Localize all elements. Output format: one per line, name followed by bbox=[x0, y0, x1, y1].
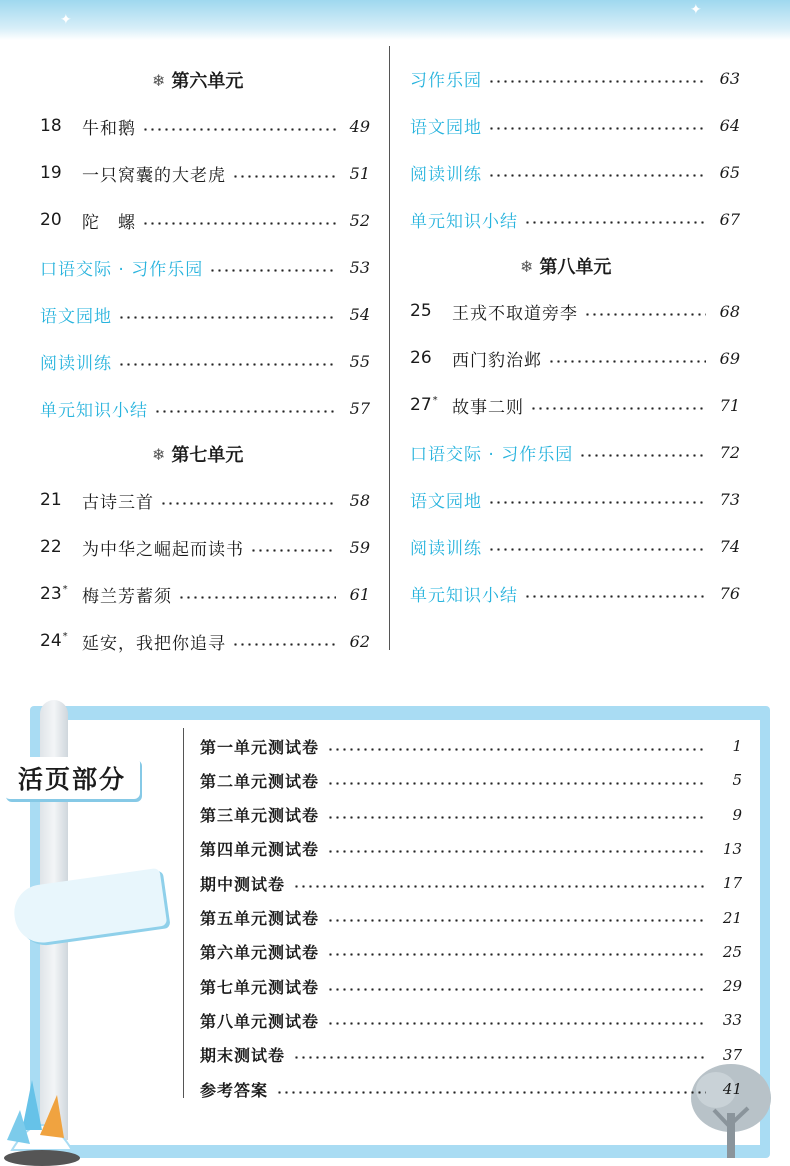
entry-title: 一只窝囊的大老虎 bbox=[82, 165, 226, 186]
page-number: 29 bbox=[722, 977, 742, 996]
toc-extra-entry[interactable] bbox=[40, 394, 370, 422]
dot-leader bbox=[327, 1022, 706, 1025]
dot-leader bbox=[142, 128, 336, 131]
snowflake-ornament-icon: ❄ bbox=[152, 444, 166, 464]
dot-leader bbox=[209, 269, 336, 272]
toc-extra-entry[interactable] bbox=[410, 111, 740, 139]
test-title: 第四单元测试卷 bbox=[200, 840, 320, 860]
dot-leader bbox=[118, 316, 336, 319]
optional-star: * bbox=[62, 631, 68, 642]
entry-title: 陀 螺 bbox=[82, 212, 136, 233]
snowy-bush-icon bbox=[2, 1040, 82, 1166]
test-paper-entry[interactable] bbox=[200, 869, 742, 897]
toc-lesson-entry[interactable] bbox=[40, 627, 370, 655]
toc-lesson-entry[interactable] bbox=[40, 580, 370, 608]
toc-lesson-entry[interactable] bbox=[410, 297, 740, 325]
test-paper-entry[interactable] bbox=[200, 938, 742, 966]
lesson-number: 23* bbox=[40, 584, 68, 604]
test-title: 期末测试卷 bbox=[200, 1046, 286, 1066]
toc-lesson-entry[interactable] bbox=[40, 112, 370, 140]
toc-lesson-entry[interactable] bbox=[410, 391, 740, 419]
dot-leader bbox=[160, 502, 336, 505]
entry-title: 阅读训练 bbox=[40, 353, 112, 374]
page-number: 71 bbox=[719, 395, 740, 415]
dot-leader bbox=[584, 313, 706, 316]
test-paper-entry[interactable] bbox=[200, 732, 742, 760]
entry-title: 习作乐园 bbox=[410, 70, 482, 91]
snowflake-ornament-icon: ❄ bbox=[520, 256, 534, 276]
top-decor-band bbox=[0, 0, 790, 40]
entry-title: 阅读训练 bbox=[410, 538, 482, 559]
toc-extra-entry[interactable] bbox=[410, 532, 740, 560]
dot-leader bbox=[178, 596, 336, 599]
dot-leader bbox=[524, 595, 706, 598]
dot-leader bbox=[293, 1056, 706, 1059]
test-title: 第一单元测试卷 bbox=[200, 737, 320, 757]
test-paper-entry[interactable] bbox=[200, 1006, 742, 1034]
toc-extra-entry[interactable] bbox=[410, 64, 740, 92]
page-number: 72 bbox=[719, 442, 740, 462]
page-number: 33 bbox=[722, 1011, 742, 1030]
page-number: 37 bbox=[722, 1045, 742, 1064]
page-number: 64 bbox=[719, 115, 740, 135]
test-title: 第八单元测试卷 bbox=[200, 1011, 320, 1031]
page-number: 76 bbox=[719, 583, 740, 603]
page-number: 55 bbox=[349, 351, 370, 371]
page-number: 68 bbox=[719, 301, 740, 321]
dot-leader bbox=[488, 127, 706, 130]
dot-leader bbox=[327, 919, 706, 922]
dot-leader bbox=[276, 1091, 706, 1094]
entry-title: 单元知识小结 bbox=[410, 585, 518, 606]
test-paper-entry[interactable] bbox=[200, 835, 742, 863]
dot-leader bbox=[250, 549, 336, 552]
toc-extra-entry[interactable] bbox=[410, 438, 740, 466]
panel-divider bbox=[183, 728, 184, 1098]
entry-title: 语文园地 bbox=[410, 117, 482, 138]
optional-star: * bbox=[62, 584, 68, 595]
entry-title: 延安，我把你追寻 bbox=[82, 633, 226, 654]
dot-leader bbox=[327, 953, 706, 956]
toc-lesson-entry[interactable] bbox=[40, 206, 370, 234]
toc-lesson-entry[interactable] bbox=[40, 159, 370, 187]
page-number: 9 bbox=[732, 805, 742, 824]
test-paper-entry[interactable] bbox=[200, 766, 742, 794]
lesson-number: 21 bbox=[40, 490, 62, 510]
toc-lesson-entry[interactable] bbox=[40, 533, 370, 561]
entry-title: 单元知识小结 bbox=[410, 211, 518, 232]
loose-leaf-heading: 活页部分 bbox=[17, 765, 126, 794]
entry-title: 梅兰芳蓄须 bbox=[82, 586, 172, 607]
page-number: 59 bbox=[349, 537, 370, 557]
page-number: 25 bbox=[722, 942, 742, 961]
dot-leader bbox=[154, 410, 336, 413]
test-title: 第二单元测试卷 bbox=[200, 771, 320, 791]
page-number: 61 bbox=[349, 584, 370, 604]
sparkle-icon: ✦ bbox=[690, 2, 702, 18]
dot-leader bbox=[232, 643, 336, 646]
page-number: 74 bbox=[719, 536, 740, 556]
entry-title: 语文园地 bbox=[410, 491, 482, 512]
optional-star: * bbox=[432, 395, 438, 406]
test-paper-entry[interactable] bbox=[200, 1075, 742, 1103]
page-number: 41 bbox=[722, 1080, 742, 1098]
test-title: 第六单元测试卷 bbox=[200, 943, 320, 963]
dot-leader bbox=[488, 80, 706, 83]
lesson-number: 24* bbox=[40, 631, 68, 651]
page-number: 63 bbox=[719, 68, 740, 88]
toc-extra-entry[interactable] bbox=[410, 485, 740, 513]
test-paper-entry[interactable] bbox=[200, 801, 742, 829]
lesson-number: 18 bbox=[40, 116, 62, 136]
lesson-number: 22 bbox=[40, 537, 62, 557]
test-title: 第三单元测试卷 bbox=[200, 806, 320, 826]
dot-leader bbox=[327, 816, 706, 819]
page-number: 52 bbox=[349, 210, 370, 230]
dot-leader bbox=[327, 850, 706, 853]
toc-lesson-entry[interactable] bbox=[410, 344, 740, 372]
dot-leader bbox=[327, 782, 706, 785]
toc-extra-entry[interactable] bbox=[40, 347, 370, 375]
test-paper-entry[interactable] bbox=[200, 972, 742, 1000]
entry-title: 故事二则 bbox=[452, 397, 524, 418]
entry-title: 王戎不取道旁李 bbox=[452, 303, 578, 324]
unit6-heading: ❄ 第六单元 bbox=[152, 70, 244, 92]
page-number: 53 bbox=[349, 257, 370, 277]
snowflake-ornament-icon: ❄ bbox=[152, 70, 166, 90]
toc-extra-entry[interactable] bbox=[410, 158, 740, 186]
page-number: 1 bbox=[732, 737, 742, 755]
page-number: 65 bbox=[719, 162, 740, 182]
dot-leader bbox=[488, 174, 706, 177]
page-number: 58 bbox=[349, 490, 370, 510]
page-number: 54 bbox=[349, 304, 370, 324]
test-title: 第七单元测试卷 bbox=[200, 977, 320, 997]
lesson-number: 26 bbox=[410, 348, 432, 368]
page-number: 5 bbox=[732, 771, 742, 790]
dot-leader bbox=[548, 360, 706, 363]
test-title: 参考答案 bbox=[200, 1080, 269, 1100]
dot-leader bbox=[232, 175, 336, 178]
test-title: 第五单元测试卷 bbox=[200, 909, 320, 928]
page-number: 57 bbox=[349, 398, 370, 418]
dot-leader bbox=[142, 222, 336, 225]
loose-leaf-heading-board bbox=[4, 757, 140, 799]
dot-leader bbox=[293, 885, 706, 888]
entry-title: 阅读训练 bbox=[410, 164, 482, 185]
lesson-number: 19 bbox=[40, 163, 62, 183]
unit8-heading: ❄ 第八单元 bbox=[520, 256, 612, 278]
lesson-number: 20 bbox=[40, 210, 62, 230]
dot-leader bbox=[579, 454, 706, 457]
toc-lesson-entry[interactable] bbox=[40, 486, 370, 514]
lesson-number: 27* bbox=[410, 395, 438, 415]
page-number: 73 bbox=[719, 489, 740, 509]
entry-title: 为中华之崛起而读书 bbox=[82, 539, 244, 560]
dot-leader bbox=[524, 221, 706, 224]
toc-extra-entry[interactable] bbox=[410, 205, 740, 233]
dot-leader bbox=[118, 363, 336, 366]
toc-extra-entry[interactable] bbox=[40, 300, 370, 328]
entry-title: 单元知识小结 bbox=[40, 400, 148, 421]
entry-title: 古诗三首 bbox=[82, 492, 154, 513]
page-number: 67 bbox=[719, 209, 740, 229]
page-number: 21 bbox=[722, 908, 742, 927]
dot-leader bbox=[530, 407, 706, 410]
entry-title: 牛和鹅 bbox=[82, 118, 136, 139]
entry-title: 口语交际 · 习作乐园 bbox=[40, 259, 204, 280]
page-number: 13 bbox=[722, 839, 742, 858]
dot-leader bbox=[327, 988, 706, 991]
tree-decor-icon bbox=[686, 1058, 776, 1158]
page-number: 51 bbox=[349, 163, 370, 183]
test-paper-entry[interactable] bbox=[200, 904, 742, 932]
page-number: 69 bbox=[719, 348, 740, 368]
column-divider bbox=[389, 46, 390, 650]
page-number: 62 bbox=[349, 631, 370, 651]
entry-title: 口语交际 · 习作乐园 bbox=[410, 444, 574, 465]
unit7-heading: ❄ 第七单元 bbox=[152, 444, 244, 466]
dot-leader bbox=[488, 548, 706, 551]
test-paper-entry[interactable] bbox=[200, 1041, 742, 1069]
entry-title: 语文园地 bbox=[40, 306, 112, 327]
test-title: 期中测试卷 bbox=[200, 874, 286, 894]
toc-extra-entry[interactable] bbox=[410, 579, 740, 607]
lesson-number: 25 bbox=[410, 301, 432, 321]
dot-leader bbox=[488, 501, 706, 504]
toc-extra-entry[interactable] bbox=[40, 253, 370, 281]
dot-leader bbox=[327, 748, 706, 751]
page-number: 49 bbox=[349, 116, 370, 136]
entry-title: 西门豹治邺 bbox=[452, 350, 542, 371]
sparkle-icon: ✦ bbox=[60, 12, 72, 28]
page-number: 17 bbox=[722, 874, 742, 893]
